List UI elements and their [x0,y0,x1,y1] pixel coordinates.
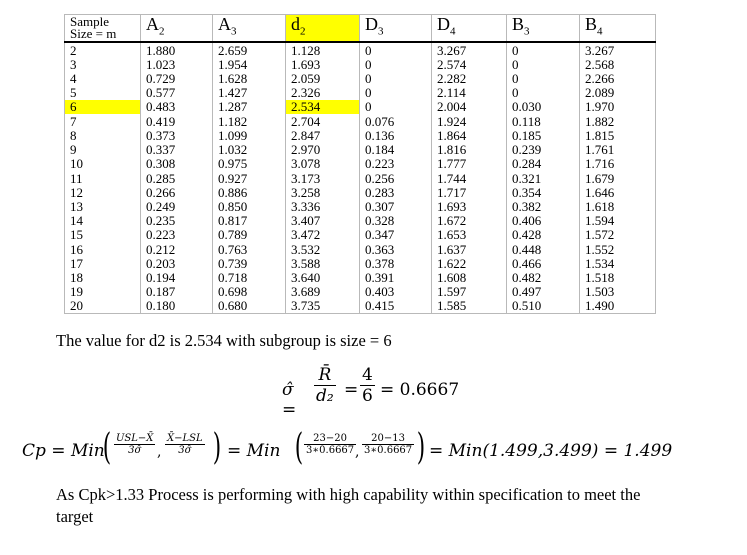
table-cell: 0.718 [213,270,286,284]
table-row [65,157,656,171]
table-cell: 1.490 [580,299,656,314]
table-cell: 0.223 [141,228,213,242]
table-row [65,100,656,114]
table-cell: 1.653 [432,228,507,242]
table-cell: 2.847 [286,128,360,142]
table-cell: 3.267 [580,42,656,57]
table-row [65,42,656,57]
table-cell: 1.287 [213,100,286,114]
table-cell: 0.285 [141,171,213,185]
header-a3 [213,15,286,43]
table-cell: 3.472 [286,228,360,242]
table-cell: 1.717 [432,185,507,199]
numeric-fraction-2 [362,433,414,456]
equals-sign: = [344,380,359,400]
header-subscript: 3 [231,25,237,38]
usl-fraction [114,433,155,456]
table-row [65,299,656,314]
table-cell: 0.817 [213,214,286,228]
table-row [65,171,656,185]
table-cell: 2.534 [286,100,360,114]
row-sample-size: 4 [65,71,141,85]
table-cell: 1.761 [580,143,656,157]
header-subscript: 3 [378,25,384,38]
table-cell: 0.378 [360,256,432,270]
table-cell: 1.716 [580,157,656,171]
table-cell: 0.763 [213,242,286,256]
table-cell: 1.628 [213,71,286,85]
table-cell: 1.503 [580,285,656,299]
table-cell: 0.249 [141,199,213,213]
table-cell: 2.114 [432,86,507,100]
table-cell: 3.173 [286,171,360,185]
table-cell: 0.739 [213,256,286,270]
table-row [65,285,656,299]
table-cell: 0.307 [360,199,432,213]
header-subscript: 3 [524,25,530,38]
table-cell: 0.680 [213,299,286,314]
table-cell: 1.679 [580,171,656,185]
table-cell: 1.023 [141,57,213,71]
table-cell: 3.532 [286,242,360,256]
capability-conclusion: As Cpk>1.33 Process is performing with high capability within specification to meet the target [56,485,641,526]
table-cell: 1.534 [580,256,656,270]
header-subscript: 2 [159,25,165,38]
table-cell: 1.777 [432,157,507,171]
header-b4 [580,15,656,43]
table-cell: 2.970 [286,143,360,157]
d2-value-sentence: The value for d2 is 2.534 with subgroup is size = 6 [56,331,392,350]
table-cell: 0 [360,71,432,85]
table-cell: 2.282 [432,71,507,85]
cp-result: = Min(1.499,3.499) = 1.499 [429,441,673,461]
table-cell: 0.184 [360,143,432,157]
table-cell: 0.337 [141,143,213,157]
fraction-numerator: USL−X̄ [116,433,154,444]
table-cell: 3.078 [286,157,360,171]
table-header [65,15,656,43]
table-row [65,71,656,85]
row-sample-size: 8 [65,128,141,142]
table-cell: 0.203 [141,256,213,270]
table-cell: 0.187 [141,285,213,299]
table-cell: 1.128 [286,42,360,57]
table-cell: 0.235 [141,214,213,228]
row-sample-size: 13 [65,199,141,213]
table-cell: 0.382 [507,199,580,213]
table-cell: 0.391 [360,270,432,284]
table-cell: 1.924 [432,114,507,128]
row-sample-size: 2 [65,42,141,57]
table-cell: 1.970 [580,100,656,114]
table-row [65,256,656,270]
table-cell: 1.182 [213,114,286,128]
table-cell: 0.448 [507,242,580,256]
lsl-fraction [165,433,205,456]
row-sample-size: 18 [65,270,141,284]
table-row [65,57,656,71]
fraction-denominator: 3∗0.6667 [306,445,355,456]
table-cell: 0 [507,86,580,100]
table-cell: 1.954 [213,57,286,71]
table-cell: 2.704 [286,114,360,128]
table-cell: 0.415 [360,299,432,314]
row-sample-size: 5 [65,86,141,100]
table-row [65,228,656,242]
header-sample-size [65,15,141,43]
cp-eq-min: = Min [227,441,281,461]
header-symbol: B [512,14,525,34]
row-sample-size: 7 [65,114,141,128]
table-cell: 1.646 [580,185,656,199]
table-cell: 1.882 [580,114,656,128]
table-cell: 3.640 [286,270,360,284]
table-cell: 0.729 [141,71,213,85]
table-cell: 1.816 [432,143,507,157]
table-cell: 0.076 [360,114,432,128]
row-sample-size: 20 [65,299,141,314]
table-cell: 2.059 [286,71,360,85]
table-cell: 3.258 [286,185,360,199]
table-row [65,185,656,199]
row-sample-size: 12 [65,185,141,199]
table-cell: 2.659 [213,42,286,57]
table-cell: 0.497 [507,285,580,299]
table-cell: 0.363 [360,242,432,256]
table-row [65,199,656,213]
table-cell: 2.568 [580,57,656,71]
table-cell: 0.354 [507,185,580,199]
table-cell: 0.136 [360,128,432,142]
fraction-denominator: d₂ [316,386,334,406]
table-cell: 3.407 [286,214,360,228]
table-cell: 1.637 [432,242,507,256]
table-cell: 1.815 [580,128,656,142]
table-cell: 2.266 [580,71,656,85]
row-sample-size: 6 [65,100,141,114]
table-cell: 0.328 [360,214,432,228]
table-cell: 1.618 [580,199,656,213]
header-subscript: 4 [597,25,603,38]
header-b3 [507,15,580,43]
table-row [65,143,656,157]
table-cell: 1.693 [432,199,507,213]
table-cell: 0.266 [141,185,213,199]
table-cell: 0.283 [360,185,432,199]
row-sample-size: 15 [65,228,141,242]
table-cell: 1.744 [432,171,507,185]
table-cell: 0.419 [141,114,213,128]
header-symbol: A [218,14,231,34]
table-cell: 1.518 [580,270,656,284]
row-sample-size: 16 [65,242,141,256]
fraction-numerator: X̄−LSL [167,433,203,444]
table-cell: 0 [360,100,432,114]
table-cell: 0.347 [360,228,432,242]
header-sample-line: Sample [70,14,109,29]
table-row [65,114,656,128]
table-cell: 0.428 [507,228,580,242]
table-cell: 0.406 [507,214,580,228]
cp-lhs: Cp = Min [22,441,105,461]
left-paren-icon: ( [102,427,112,468]
table-cell: 0.403 [360,285,432,299]
table-cell: 1.880 [141,42,213,57]
fraction-denominator: 3∗0.6667 [364,445,413,456]
table-cell: 0.212 [141,242,213,256]
table-cell: 1.608 [432,270,507,284]
table-row [65,270,656,284]
table-cell: 0 [360,86,432,100]
header-symbol: D [437,14,450,34]
table-cell: 0.886 [213,185,286,199]
table-cell: 3.689 [286,285,360,299]
header-subscript: 4 [450,25,456,38]
table-cell: 3.336 [286,199,360,213]
header-a2 [141,15,213,43]
header-subscript: 2 [300,25,306,38]
row-sample-size: 3 [65,57,141,71]
right-paren-icon: ) [416,427,426,468]
table-cell: 1.622 [432,256,507,270]
sigma-hat-lhs: σ̂ = [282,380,297,420]
table-cell: 0.284 [507,157,580,171]
row-sample-size: 9 [65,143,141,157]
fraction-numerator: R̄ [314,365,336,386]
fraction-denominator: 3σ̂ [128,445,142,456]
table-cell: 0.194 [141,270,213,284]
table-cell: 2.326 [286,86,360,100]
table-cell: 1.427 [213,86,286,100]
header-d4 [432,15,507,43]
table-cell: 0.466 [507,256,580,270]
table-cell: 0.483 [141,100,213,114]
table-cell: 1.552 [580,242,656,256]
table-body [65,42,656,314]
row-sample-size: 10 [65,157,141,171]
header-d3 [360,15,432,43]
left-paren-icon: ( [294,427,304,468]
table-cell: 0.223 [360,157,432,171]
table-cell: 0 [507,71,580,85]
header-d2 [286,15,360,43]
row-sample-size: 14 [65,214,141,228]
table-cell: 0 [360,42,432,57]
fraction-denominator: 6 [362,386,373,406]
numeric-fraction-1 [304,433,356,456]
table-cell: 1.032 [213,143,286,157]
row-sample-size: 11 [65,171,141,185]
row-sample-size: 19 [65,285,141,299]
table-cell: 1.693 [286,57,360,71]
fraction-numerator: 23−20 [313,433,347,444]
table-cell: 0.180 [141,299,213,314]
fraction-numerator: 4 [362,365,373,385]
four-over-six-fraction [360,365,375,406]
table-cell: 1.585 [432,299,507,314]
table-row [65,128,656,142]
table-cell: 0.185 [507,128,580,142]
table-cell: 0 [360,57,432,71]
table-cell: 0.030 [507,100,580,114]
table-cell: 0 [507,57,580,71]
table-cell: 0.510 [507,299,580,314]
table-cell: 0.373 [141,128,213,142]
header-symbol: d [291,14,300,34]
header-symbol: B [585,14,598,34]
table-cell: 1.594 [580,214,656,228]
table-cell: 0.975 [213,157,286,171]
table-cell: 2.004 [432,100,507,114]
table-cell: 0.118 [507,114,580,128]
r-bar-over-d2-fraction [314,365,336,406]
sigma-result: = 0.6667 [380,380,460,400]
header-symbol: A [146,14,159,34]
table-cell: 2.089 [580,86,656,100]
header-symbol: D [365,14,378,34]
control-chart-constants-table [64,14,656,314]
table-row [65,242,656,256]
table-cell: 1.099 [213,128,286,142]
table-row [65,214,656,228]
table-cell: 0.482 [507,270,580,284]
table-row [65,86,656,100]
fraction-denominator: 3σ̂ [178,445,192,456]
table-cell: 3.588 [286,256,360,270]
table-cell: 1.672 [432,214,507,228]
table-cell: 1.572 [580,228,656,242]
table-cell: 0.850 [213,199,286,213]
table-cell: 2.574 [432,57,507,71]
table-cell: 0.308 [141,157,213,171]
table-cell: 0.789 [213,228,286,242]
table-cell: 0.577 [141,86,213,100]
table-cell: 1.597 [432,285,507,299]
table-cell: 0.927 [213,171,286,185]
table-cell: 3.735 [286,299,360,314]
right-paren-icon: ) [212,427,222,468]
header-sample-line: Size = m [70,26,117,41]
table-cell: 3.267 [432,42,507,57]
comma: , [157,444,162,460]
table-cell: 0.239 [507,143,580,157]
table-cell: 0.321 [507,171,580,185]
table-cell: 1.864 [432,128,507,142]
table-cell: 0.698 [213,285,286,299]
comma: , [355,444,360,460]
table-cell: 0 [507,42,580,57]
row-sample-size: 17 [65,256,141,270]
fraction-numerator: 20−13 [371,433,405,444]
table-cell: 0.256 [360,171,432,185]
